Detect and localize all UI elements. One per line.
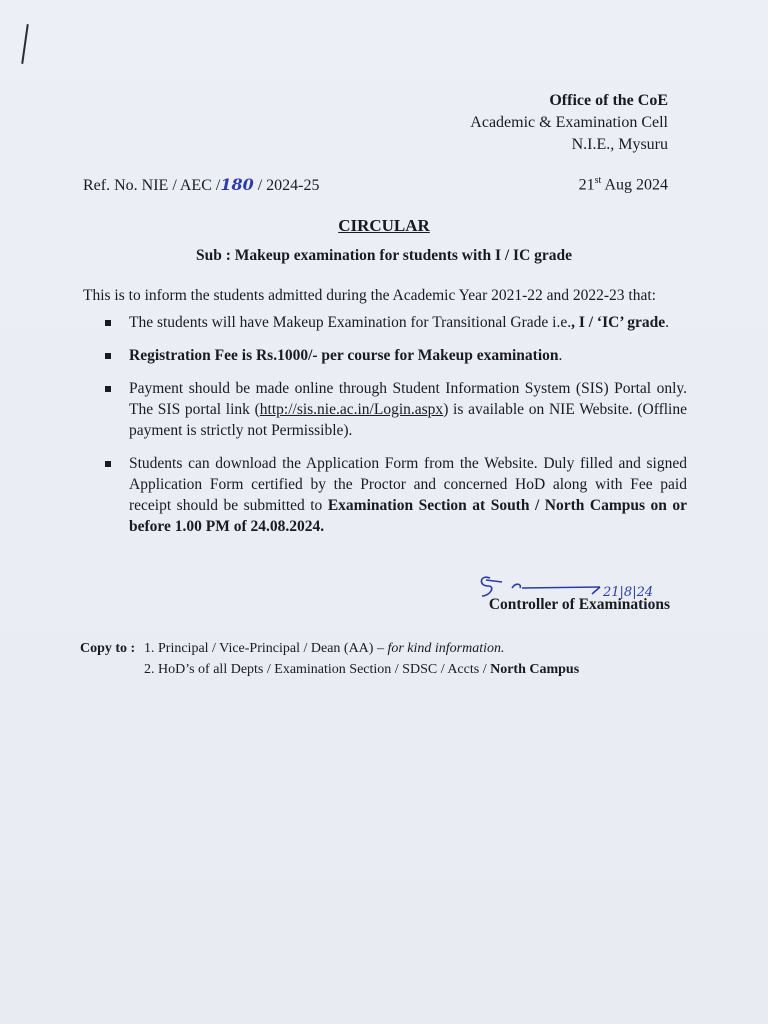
circular-date [579,175,668,194]
pen-mark [21,24,29,64]
office-line-3: N.I.E., Mysuru [571,136,668,153]
bullet-list [83,312,687,549]
list-item [83,312,687,333]
copy-to-line-1-italic: for kind information. [387,641,505,656]
ref-suffix: / 2024-25 [253,177,320,194]
subject-line: Sub : Makeup examination for students with I / IC grade [195,247,573,264]
office-line-2: Academic & Examination Cell [470,114,668,131]
copy-to-line-2: 2. HoD’s of all Depts / Examination Section / SDSC / Accts / [144,662,491,677]
point-4-bold: Examination Section at South / North Campus on or before 1.00 PM of 24.08.2024. [129,497,687,535]
list-item [83,453,687,537]
point-2-end: . [558,347,563,364]
copy-to-section [80,638,579,680]
copy-to-line-1: 1. Principal / Vice-Principal / Dean (AA) – [144,641,388,656]
date-rest: Aug 2024 [601,176,668,194]
list-item [83,345,687,366]
point-4-text: Students can download the Application Form from the Website. Duly filled and signed Application Form certified by the Proctor and concerned HoD along with Fee paid receipt should be submitted to [129,455,687,514]
document-title: CIRCULAR [338,216,430,235]
point-2-bold: Registration Fee is Rs.1000/- per course for Makeup examination [129,347,559,364]
point-3-text: Payment should be made online through Student Information System (SIS) Portal only. The SIS portal link ( [129,380,687,418]
intro-text: This is to inform the students admitted during the Academic Year 2021-22 and 2022-23 that: [83,287,656,304]
ref-prefix: Ref. No. NIE / AEC / [83,177,221,194]
date-suffix: st [594,175,602,186]
point-1-text: The students will have Makeup Examination for Transitional Grade i.e. [129,314,572,331]
point-1-bold: , I / ‘IC’ grade [571,314,666,331]
date-day: 21 [578,176,595,194]
office-header [470,90,668,156]
point-3-end: ) is available on NIE Website. (Offline payment is strictly not Permissible). [129,401,687,439]
reference-number [83,175,320,195]
copy-to-label: Copy to : [80,641,136,656]
office-line-1: Office of the CoE [549,92,668,109]
signature-date: 21|8|24 [603,585,654,600]
signatory-title: Controller of Examinations [488,596,670,613]
sis-portal-link[interactable]: http://sis.nie.ac.in/Login.aspx [259,401,444,418]
copy-to-line-2-bold: North Campus [490,662,580,677]
ref-handwritten-number: 180 [220,175,254,194]
list-item [83,378,687,441]
point-1-end: . [665,314,669,331]
